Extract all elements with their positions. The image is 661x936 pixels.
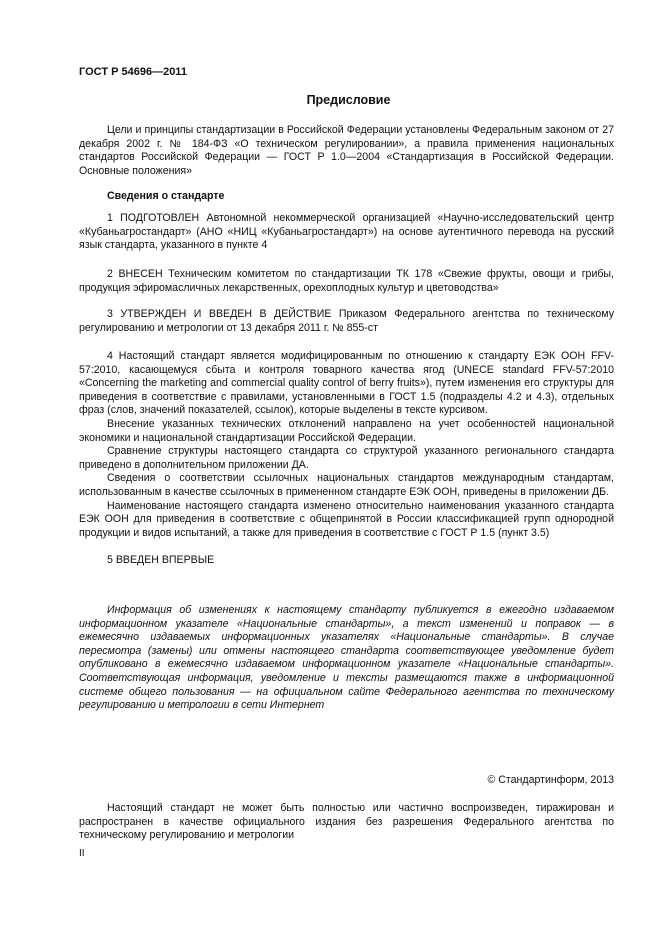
intro-text: Цели и принципы стандартизации в Российской Федерации установлены Федеральным законом от 27 декабря 2002 г. № 184-ФЗ «О техническом регулировании», а правила применения национальных стандартов Российской Федерации — ГОСТ Р 1.0—2004 «Стандартизация в Российской Федерации. Основные положения» — [79, 124, 614, 177]
item-1 — [79, 212, 614, 253]
item-4-para-1: 4 Настоящий стандарт является модифицированным по отношению к стандарту ЕЭК ООН FFV-57:2010, касающемуся сбыта и контроля товарного качества ягод (UNECE standard FFV-57:2010 «Concerning the marketing and commercial quality control of berry fruits»), путем изменения его структуры для приведения в соответствие с правилами, установленными в ГОСТ 1.5 (подразделы 4.2 и 4.3), отдельных фраз (слов, значений показателей, ссылок), которые выделены в тексте курсивом. — [79, 350, 614, 417]
reproduction-text: Настоящий стандарт не может быть полностью или частично воспроизведен, тиражирован и распространен в качестве официального издания без разрешения Федерального агентства по техническому регулированию и метрологии — [79, 802, 614, 842]
page-title: Предисловие — [306, 93, 391, 107]
info-heading: Сведения о стандарте — [107, 190, 225, 202]
item-4-para-3: Сравнение структуры настоящего стандарта со структурой указанного регионального стандарта приведено в дополнительном приложении ДА. — [79, 445, 614, 471]
item-5-text: 5 ВВЕДЕН ВПЕРВЫЕ — [107, 554, 215, 566]
info-heading-block — [79, 190, 614, 204]
notice-text: Информация об изменениях к настоящему стандарту публикуется в ежегодно издаваемом информационном указателе «Национальные стандарты», а текст изменений и поправок — в ежемесячно издаваемых информационных указателях «Национальные стандарты». В случае пересмотра (замены) или отмены настоящего стандарта соответствующее уведомление будет опубликовано в ежемесячно издаваемом информационном указателе «Национальные стандарты». Соответствующая информация, уведомление и тексты размещаются также в информационной системе общего пользования — на официальном сайте Федерального агентства по техническому регулированию и метрологии в сети Интернет — [79, 604, 614, 712]
item-2-text: 2 ВНЕСЕН Техническим комитетом по стандартизации ТК 178 «Свежие фрукты, овощи и грибы, продукция эфиромасличных лекарственных, орехоплодных культур и цветоводства» — [79, 268, 614, 294]
reproduction-block — [79, 802, 614, 843]
item-4-para-2: Внесение указанных технических отклонений направлено на учет особенностей национальной экономики и национальной стандартизации Российской Федерации. — [79, 417, 614, 444]
item-4-para-5: Наименование настоящего стандарта изменено относительно наименования указанного стандарта ЕЭК ООН для приведения в соответствие с общепринятой в России классификацией групп однородной продукции и видов испытаний, а также для приведения в соответствие с ГОСТ Р 1.5 (пункт 3.5) — [79, 499, 614, 539]
item-4-para-4: Сведения о соответствии ссылочных национальных стандартов международным стандартам, использованным в качестве ссылочных в примененном стандарте ЕЭК ООН, приведены в приложении ДБ. — [79, 472, 614, 498]
copyright-line: © Стандартинформ, 2013 — [487, 774, 614, 786]
document-code: ГОСТ Р 54696—2011 — [79, 66, 187, 78]
item-2 — [79, 268, 614, 295]
item-3 — [79, 308, 614, 335]
item-4 — [79, 350, 614, 540]
intro-paragraph — [79, 124, 614, 178]
item-3-text: 3 УТВЕРЖДЕН И ВВЕДЕН В ДЕЙСТВИЕ Приказом Федерального агентства по техническому регулированию и метрологии от 13 декабря 2011 г. № 855-ст — [79, 308, 614, 334]
page-number: II — [79, 848, 85, 859]
notice-block — [79, 604, 614, 713]
item-1-text: 1 ПОДГОТОВЛЕН Автономной некоммерческой организацией «Научно-исследовательский центр «Кубаньагростандарт» (АНО «НИЦ «Кубаньагростандарт») на основе аутентичного перевода на русский язык стандарта, указанного в пункте 4 — [79, 212, 614, 252]
item-5 — [79, 554, 614, 568]
